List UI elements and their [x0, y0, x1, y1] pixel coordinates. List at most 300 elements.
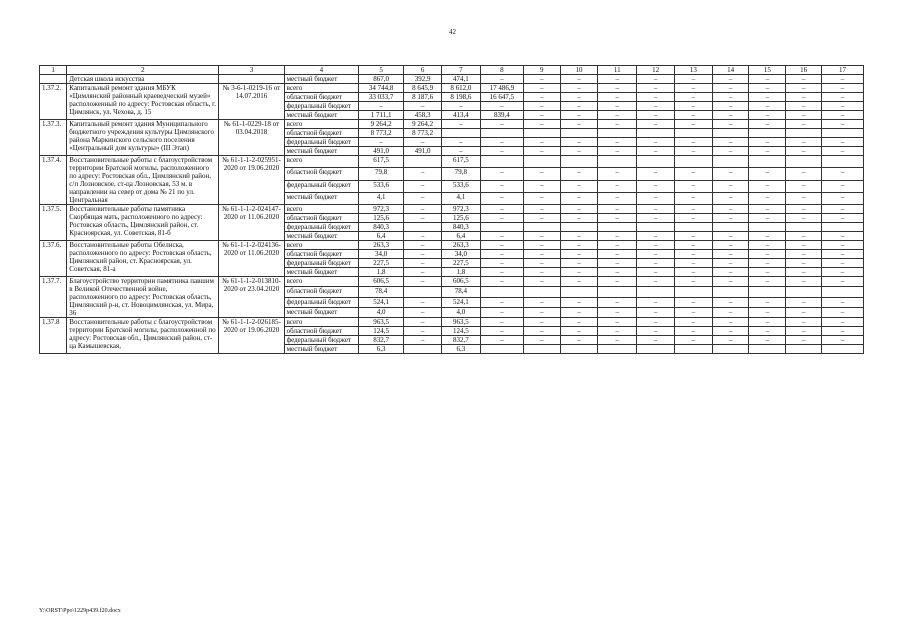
- value-cell: [712, 287, 749, 297]
- value-cell: –: [560, 277, 598, 287]
- funding-source: местный бюджет: [284, 192, 359, 204]
- value-cell: –: [674, 268, 712, 277]
- value-cell: –: [523, 327, 560, 336]
- value-cell: [712, 345, 749, 354]
- value-cell: –: [404, 250, 442, 259]
- funding-source: всего: [284, 277, 359, 287]
- value-cell: –: [637, 241, 675, 250]
- value-cell: –: [637, 180, 675, 192]
- value-cell: 606,5: [441, 277, 480, 287]
- value-cell: 1 711,1: [359, 111, 404, 120]
- value-cell: –: [560, 297, 598, 307]
- value-cell: –: [821, 93, 863, 102]
- project-title: Капитальный ремонт здания МБУК «Цимлянский районный краеведческий музей» расположенный по адресу: Ростовская область, г. Цимлянск, ул. Чехова, д. 15: [67, 84, 219, 120]
- value-cell: 972,3: [359, 205, 404, 214]
- doc-ref: № 3-6-1-0219-16 от 14.07.2016: [219, 84, 284, 120]
- value-cell: –: [637, 111, 675, 120]
- value-cell: –: [637, 336, 675, 345]
- value-cell: –: [712, 259, 749, 268]
- value-cell: –: [786, 336, 822, 345]
- value-cell: –: [523, 111, 560, 120]
- value-cell: –: [480, 180, 523, 192]
- value-cell: –: [821, 307, 863, 317]
- value-cell: [674, 345, 712, 354]
- value-cell: –: [749, 250, 786, 259]
- funding-source: всего: [284, 120, 359, 129]
- value-cell: –: [674, 93, 712, 102]
- header-cell: 8: [480, 66, 523, 75]
- value-cell: –: [786, 232, 822, 241]
- value-cell: –: [523, 232, 560, 241]
- value-cell: –: [637, 93, 675, 102]
- value-cell: –: [749, 259, 786, 268]
- page-number: 42: [449, 28, 456, 36]
- value-cell: [523, 345, 560, 354]
- value-cell: 34,0: [441, 250, 480, 259]
- header-cell: 11: [598, 66, 637, 75]
- value-cell: –: [821, 297, 863, 307]
- value-cell: –: [441, 102, 480, 111]
- value-cell: –: [404, 259, 442, 268]
- value-cell: –: [821, 168, 863, 180]
- value-cell: –: [560, 241, 598, 250]
- value-cell: –: [598, 250, 637, 259]
- value-cell: 533,6: [441, 180, 480, 192]
- value-cell: –: [598, 84, 637, 93]
- value-cell: –: [674, 307, 712, 317]
- header-cell: 12: [637, 66, 675, 75]
- value-cell: –: [523, 102, 560, 111]
- funding-source: областной бюджет: [284, 214, 359, 223]
- value-cell: –: [674, 168, 712, 180]
- value-cell: –: [523, 205, 560, 214]
- value-cell: –: [712, 336, 749, 345]
- value-cell: –: [712, 93, 749, 102]
- funding-source: местный бюджет: [284, 111, 359, 120]
- value-cell: [786, 129, 822, 138]
- value-cell: [821, 129, 863, 138]
- value-cell: –: [786, 214, 822, 223]
- value-cell: –: [786, 327, 822, 336]
- row-id: [40, 75, 67, 84]
- value-cell: –: [598, 168, 637, 180]
- value-cell: [786, 156, 822, 168]
- value-cell: –: [441, 120, 480, 129]
- value-cell: –: [712, 192, 749, 204]
- value-cell: 4,1: [441, 192, 480, 204]
- value-cell: –: [523, 336, 560, 345]
- value-cell: [821, 223, 863, 232]
- value-cell: 963,5: [359, 318, 404, 327]
- value-cell: –: [674, 297, 712, 307]
- value-cell: –: [560, 84, 598, 93]
- value-cell: 617,5: [359, 156, 404, 168]
- value-cell: 524,1: [359, 297, 404, 307]
- value-cell: 963,5: [441, 318, 480, 327]
- value-cell: –: [560, 336, 598, 345]
- value-cell: –: [560, 307, 598, 317]
- funding-source: областной бюджет: [284, 129, 359, 138]
- value-cell: 34 744,8: [359, 84, 404, 93]
- table-row: [40, 156, 864, 168]
- value-cell: [786, 345, 822, 354]
- value-cell: –: [637, 318, 675, 327]
- value-cell: –: [749, 232, 786, 241]
- value-cell: [749, 129, 786, 138]
- value-cell: 8 187,6: [404, 93, 442, 102]
- value-cell: –: [480, 277, 523, 287]
- value-cell: –: [637, 84, 675, 93]
- value-cell: 227,5: [441, 259, 480, 268]
- value-cell: –: [404, 214, 442, 223]
- value-cell: –: [674, 84, 712, 93]
- doc-ref: № 61-1-0229-18 от 03.04.2018: [219, 120, 284, 156]
- value-cell: –: [674, 205, 712, 214]
- value-cell: –: [560, 120, 598, 129]
- value-cell: 6,3: [359, 345, 404, 354]
- doc-ref: [219, 75, 284, 84]
- value-cell: –: [560, 318, 598, 327]
- value-cell: –: [480, 318, 523, 327]
- table-row: [40, 241, 864, 250]
- value-cell: –: [480, 120, 523, 129]
- value-cell: 6,4: [359, 232, 404, 241]
- value-cell: –: [404, 232, 442, 241]
- value-cell: –: [523, 147, 560, 156]
- project-title: Восстановительные работы с благоустройством территории Братской могилы, расположенной по адресу: Ростовская обл., Цимлянский район, ст-ца Камышевская,: [67, 318, 219, 354]
- value-cell: [560, 287, 598, 297]
- value-cell: [786, 287, 822, 297]
- value-cell: 16 647,5: [480, 93, 523, 102]
- value-cell: [749, 156, 786, 168]
- table-row: [40, 84, 864, 93]
- value-cell: –: [598, 93, 637, 102]
- value-cell: –: [637, 277, 675, 287]
- value-cell: 832,7: [359, 336, 404, 345]
- value-cell: 125,6: [359, 214, 404, 223]
- value-cell: –: [821, 192, 863, 204]
- value-cell: –: [404, 307, 442, 317]
- value-cell: –: [523, 307, 560, 317]
- value-cell: –: [674, 138, 712, 147]
- value-cell: –: [786, 75, 822, 84]
- value-cell: –: [786, 168, 822, 180]
- value-cell: 6,3: [441, 345, 480, 354]
- funding-source: всего: [284, 241, 359, 250]
- value-cell: –: [712, 318, 749, 327]
- value-cell: –: [674, 120, 712, 129]
- value-cell: –: [786, 138, 822, 147]
- value-cell: –: [674, 147, 712, 156]
- value-cell: 840,3: [441, 223, 480, 232]
- table-row: [40, 277, 864, 287]
- value-cell: –: [712, 232, 749, 241]
- value-cell: –: [674, 192, 712, 204]
- value-cell: –: [598, 318, 637, 327]
- value-cell: –: [637, 232, 675, 241]
- value-cell: –: [821, 120, 863, 129]
- funding-source: федеральный бюджет: [284, 259, 359, 268]
- value-cell: –: [712, 214, 749, 223]
- value-cell: –: [786, 259, 822, 268]
- row-id: 1.37.4.: [40, 156, 67, 205]
- value-cell: –: [674, 259, 712, 268]
- value-cell: –: [480, 259, 523, 268]
- value-cell: –: [404, 268, 442, 277]
- value-cell: 9 264,2: [359, 120, 404, 129]
- value-cell: –: [749, 336, 786, 345]
- value-cell: –: [786, 205, 822, 214]
- value-cell: –: [480, 327, 523, 336]
- header-cell: 4: [284, 66, 359, 75]
- value-cell: 972,3: [441, 205, 480, 214]
- funding-source: местный бюджет: [284, 147, 359, 156]
- value-cell: –: [637, 307, 675, 317]
- value-cell: [480, 345, 523, 354]
- value-cell: –: [749, 138, 786, 147]
- row-id: 1.37.5.: [40, 205, 67, 241]
- value-cell: –: [441, 147, 480, 156]
- value-cell: –: [712, 297, 749, 307]
- value-cell: –: [404, 138, 442, 147]
- value-cell: –: [712, 111, 749, 120]
- value-cell: –: [749, 120, 786, 129]
- funding-source: всего: [284, 318, 359, 327]
- value-cell: –: [523, 93, 560, 102]
- value-cell: –: [404, 180, 442, 192]
- header-cell: 17: [821, 66, 863, 75]
- value-cell: –: [598, 180, 637, 192]
- value-cell: –: [598, 327, 637, 336]
- value-cell: 125,6: [441, 214, 480, 223]
- row-id: 1.37.7.: [40, 277, 67, 318]
- value-cell: –: [523, 297, 560, 307]
- value-cell: –: [821, 259, 863, 268]
- doc-ref: № 61-1-1-2-024147-2020 от 11.06.2020: [219, 205, 284, 241]
- header-cell: 2: [67, 66, 219, 75]
- value-cell: –: [598, 147, 637, 156]
- table-row: [40, 120, 864, 129]
- value-cell: –: [786, 93, 822, 102]
- value-cell: –: [480, 192, 523, 204]
- value-cell: [712, 156, 749, 168]
- value-cell: –: [637, 102, 675, 111]
- value-cell: [674, 156, 712, 168]
- value-cell: –: [712, 75, 749, 84]
- value-cell: 263,3: [359, 241, 404, 250]
- value-cell: [404, 345, 442, 354]
- value-cell: –: [749, 102, 786, 111]
- value-cell: –: [598, 214, 637, 223]
- value-cell: –: [480, 297, 523, 307]
- value-cell: –: [404, 102, 442, 111]
- value-cell: –: [749, 84, 786, 93]
- value-cell: 79,8: [359, 168, 404, 180]
- row-id: 1.37.3.: [40, 120, 67, 156]
- value-cell: 4,0: [441, 307, 480, 317]
- file-path: Y:\ORST\Ppo\1229p439.f20.docx: [39, 608, 121, 614]
- value-cell: –: [749, 93, 786, 102]
- value-cell: –: [560, 147, 598, 156]
- value-cell: –: [598, 336, 637, 345]
- value-cell: –: [523, 250, 560, 259]
- value-cell: –: [637, 192, 675, 204]
- value-cell: –: [821, 147, 863, 156]
- value-cell: 17 486,9: [480, 84, 523, 93]
- header-cell: 9: [523, 66, 560, 75]
- table-row: [40, 318, 864, 327]
- value-cell: –: [480, 214, 523, 223]
- header-cell: 16: [786, 66, 822, 75]
- value-cell: [523, 223, 560, 232]
- funding-source: местный бюджет: [284, 345, 359, 354]
- value-cell: [712, 129, 749, 138]
- value-cell: –: [560, 327, 598, 336]
- header-cell: 6: [404, 66, 442, 75]
- value-cell: –: [637, 75, 675, 84]
- value-cell: –: [598, 232, 637, 241]
- value-cell: [674, 287, 712, 297]
- value-cell: –: [560, 102, 598, 111]
- funding-source: местный бюджет: [284, 268, 359, 277]
- value-cell: 124,5: [441, 327, 480, 336]
- value-cell: [674, 129, 712, 138]
- value-cell: –: [674, 102, 712, 111]
- doc-ref: № 61-1-1-2-025951-2020 от 19.06.2020: [219, 156, 284, 205]
- value-cell: –: [598, 75, 637, 84]
- value-cell: –: [786, 180, 822, 192]
- value-cell: –: [821, 180, 863, 192]
- value-cell: –: [560, 138, 598, 147]
- value-cell: –: [786, 277, 822, 287]
- header-row: [40, 66, 864, 75]
- header-cell: 1: [40, 66, 67, 75]
- value-cell: –: [637, 168, 675, 180]
- value-cell: –: [674, 214, 712, 223]
- value-cell: –: [821, 336, 863, 345]
- value-cell: –: [404, 277, 442, 287]
- value-cell: –: [560, 93, 598, 102]
- value-cell: –: [674, 327, 712, 336]
- value-cell: –: [712, 168, 749, 180]
- value-cell: –: [749, 111, 786, 120]
- value-cell: –: [749, 75, 786, 84]
- funding-source: местный бюджет: [284, 75, 359, 84]
- value-cell: [560, 345, 598, 354]
- value-cell: –: [786, 147, 822, 156]
- value-cell: 34,0: [359, 250, 404, 259]
- value-cell: 33 033,7: [359, 93, 404, 102]
- value-cell: –: [821, 277, 863, 287]
- value-cell: –: [712, 84, 749, 93]
- value-cell: –: [560, 192, 598, 204]
- value-cell: –: [637, 138, 675, 147]
- value-cell: –: [480, 168, 523, 180]
- value-cell: –: [637, 214, 675, 223]
- value-cell: –: [523, 241, 560, 250]
- value-cell: –: [480, 250, 523, 259]
- value-cell: –: [598, 111, 637, 120]
- value-cell: –: [523, 180, 560, 192]
- value-cell: –: [674, 232, 712, 241]
- header-cell: 7: [441, 66, 480, 75]
- value-cell: –: [598, 268, 637, 277]
- value-cell: –: [404, 205, 442, 214]
- value-cell: –: [712, 138, 749, 147]
- doc-ref: № 61-1-1-2-024136-2020 от 11.06.2020: [219, 241, 284, 277]
- value-cell: –: [786, 120, 822, 129]
- header-cell: 10: [560, 66, 598, 75]
- value-cell: 606,5: [359, 277, 404, 287]
- value-cell: 227,5: [359, 259, 404, 268]
- value-cell: –: [480, 307, 523, 317]
- value-cell: –: [480, 205, 523, 214]
- value-cell: –: [821, 318, 863, 327]
- value-cell: –: [786, 102, 822, 111]
- funding-source: федеральный бюджет: [284, 297, 359, 307]
- value-cell: –: [480, 138, 523, 147]
- value-cell: –: [712, 307, 749, 317]
- value-cell: –: [560, 250, 598, 259]
- header-cell: 13: [674, 66, 712, 75]
- value-cell: –: [786, 297, 822, 307]
- value-cell: 9 264,2: [404, 120, 442, 129]
- value-cell: [749, 287, 786, 297]
- value-cell: –: [674, 241, 712, 250]
- value-cell: [480, 223, 523, 232]
- value-cell: –: [786, 307, 822, 317]
- value-cell: –: [821, 205, 863, 214]
- value-cell: –: [404, 327, 442, 336]
- value-cell: –: [637, 250, 675, 259]
- header-cell: 14: [712, 66, 749, 75]
- value-cell: [712, 223, 749, 232]
- value-cell: –: [712, 180, 749, 192]
- value-cell: –: [598, 102, 637, 111]
- value-cell: 263,3: [441, 241, 480, 250]
- project-title: Капитальный ремонт здания Муниципального бюджетного учреждения культуры Цимлянского района Маркинского сельского поселения «Центральный дом культуры» (III Этап): [67, 120, 219, 156]
- value-cell: –: [598, 297, 637, 307]
- value-cell: –: [674, 75, 712, 84]
- value-cell: –: [821, 84, 863, 93]
- value-cell: [404, 223, 442, 232]
- budget-table: [39, 65, 864, 354]
- value-cell: 832,7: [441, 336, 480, 345]
- value-cell: –: [560, 259, 598, 268]
- project-title: Восстановительные работы памятника Скорбящая мать, расположенного по адресу: Ростовская область, Цимлянский район, ст. Красноярская, ул. Советская, 81-б: [67, 205, 219, 241]
- value-cell: –: [637, 147, 675, 156]
- value-cell: –: [821, 75, 863, 84]
- value-cell: –: [359, 138, 404, 147]
- value-cell: 8 612,0: [441, 84, 480, 93]
- value-cell: –: [480, 336, 523, 345]
- value-cell: [441, 129, 480, 138]
- funding-source: местный бюджет: [284, 232, 359, 241]
- value-cell: –: [749, 205, 786, 214]
- value-cell: –: [523, 138, 560, 147]
- value-cell: –: [523, 84, 560, 93]
- value-cell: 1,8: [441, 268, 480, 277]
- value-cell: –: [523, 268, 560, 277]
- value-cell: –: [821, 102, 863, 111]
- value-cell: –: [480, 268, 523, 277]
- value-cell: –: [598, 205, 637, 214]
- value-cell: [598, 129, 637, 138]
- value-cell: –: [637, 259, 675, 268]
- funding-source: федеральный бюджет: [284, 223, 359, 232]
- value-cell: 491,0: [404, 147, 442, 156]
- value-cell: –: [480, 147, 523, 156]
